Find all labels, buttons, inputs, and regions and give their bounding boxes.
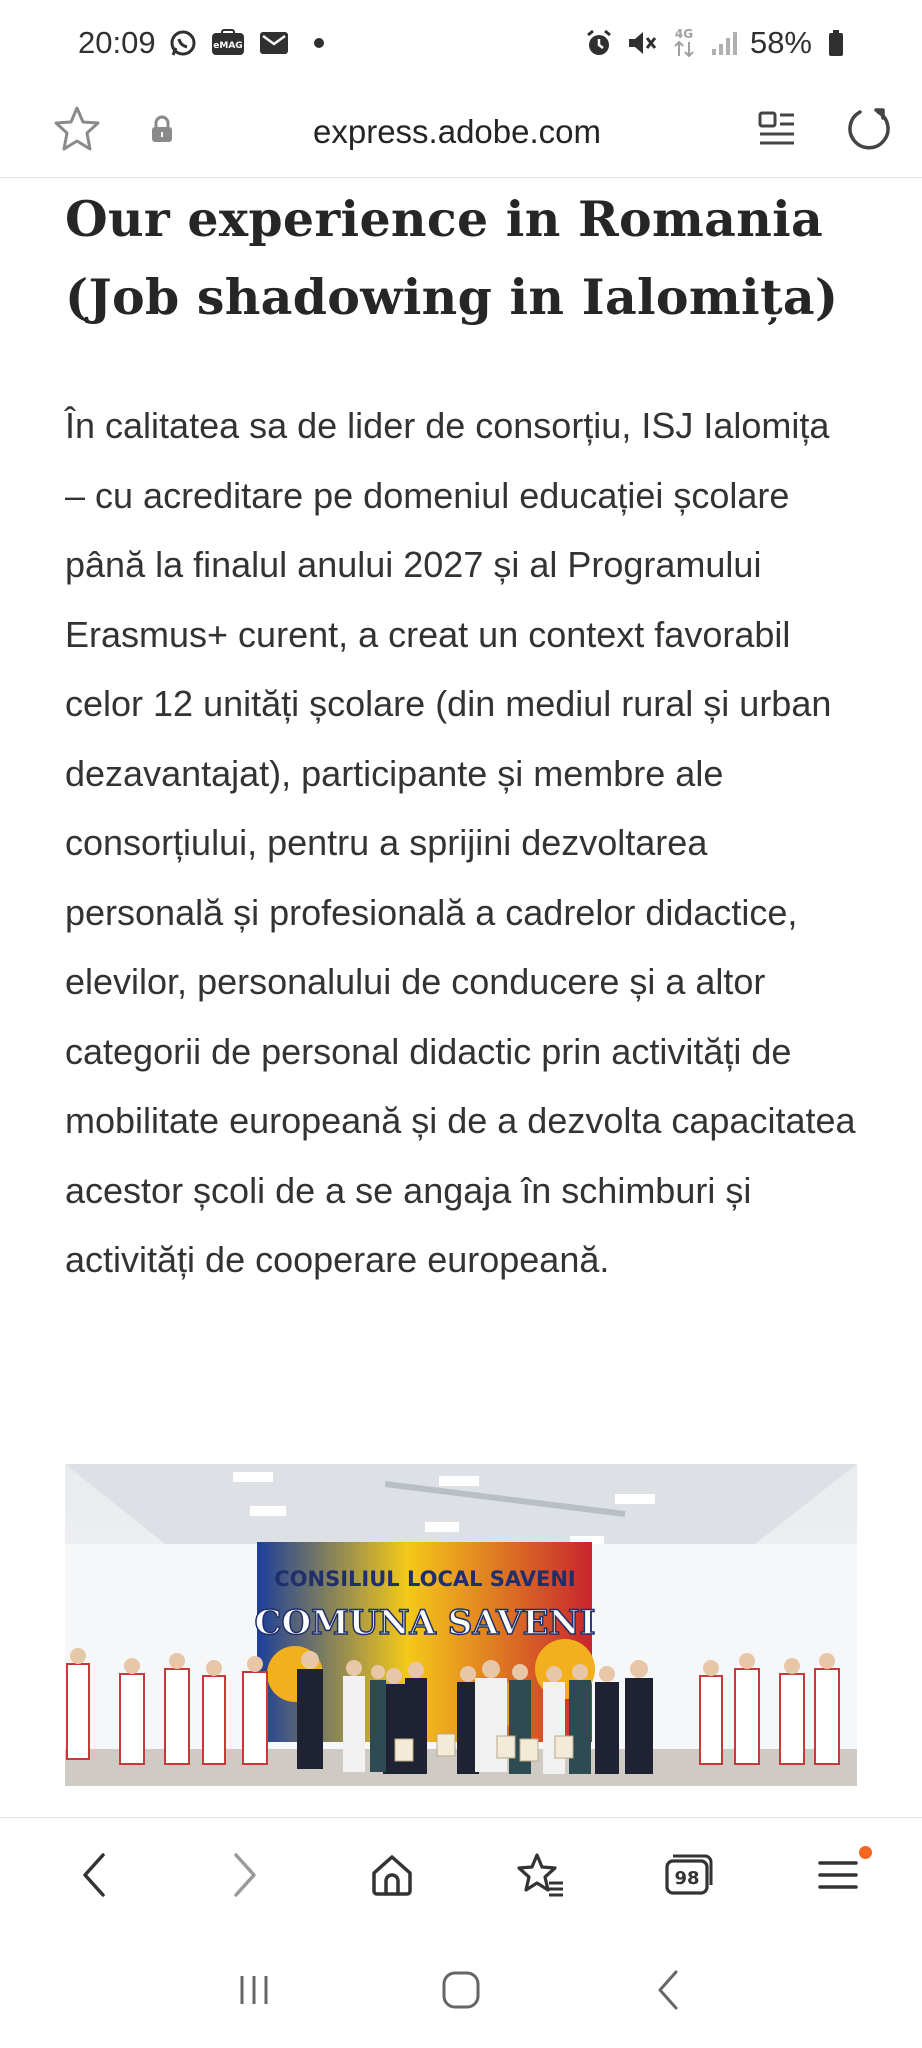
mail-icon — [258, 28, 290, 58]
menu-icon — [816, 1855, 860, 1900]
svg-text:eMAG: eMAG — [212, 41, 243, 51]
recent-apps-button[interactable] — [214, 1953, 294, 2033]
address-bar — [0, 86, 922, 178]
system-back-button[interactable] — [628, 1953, 708, 2033]
banner-main-text: COMUNA SAVENI — [254, 1603, 596, 1643]
reload-icon[interactable] — [846, 106, 892, 157]
whatsapp-icon — [168, 28, 198, 58]
lock-icon — [150, 114, 174, 149]
ceiling-light — [439, 1476, 479, 1486]
ceiling-light — [250, 1506, 286, 1516]
notification-dot-icon — [314, 38, 324, 48]
tabs-icon — [663, 1851, 715, 1904]
status-left — [78, 25, 324, 61]
svg-text:4G: 4G — [674, 27, 694, 41]
recent-apps-icon — [234, 1970, 274, 2015]
home-icon — [368, 1851, 416, 1904]
clock: 20:09 — [78, 25, 156, 60]
article-paragraph: În calitatea sa de lider de consorțiu, ISJ Ialomița – cu acreditare pe domeniul educației școlare până la finalul anului 2027 și al Programului Erasmus+ curent, a creat un context favorabil celor 12 unități școlare (din mediul rural și urban dezavantajat), participante și membre ale consorțiului, pentru a sprijini dezvoltarea personală și profesională a cadrelor didactice, elevilor, personalului de conducere și a altor categorii de personal didactic prin activități de mobilitate europeană și de a dezvolta capacitatea acestor școli de a se angaja în schimburi și activități de cooperare europeană. — [65, 405, 856, 1280]
page-content — [65, 178, 857, 1295]
address-left — [52, 105, 174, 158]
mute-icon — [626, 28, 658, 58]
home-button[interactable] — [352, 1838, 432, 1918]
ceiling-light — [425, 1522, 459, 1532]
signal-icon — [710, 29, 738, 57]
system-nav-bar — [0, 1937, 922, 2048]
status-bar — [0, 0, 922, 86]
emag-icon — [210, 28, 246, 58]
url-text[interactable]: express.adobe.com — [313, 112, 601, 150]
ceiling-light — [615, 1494, 655, 1504]
banner-top-text: CONSILIUL LOCAL SAVENI — [274, 1567, 576, 1591]
address-right — [758, 106, 892, 157]
bookmarks-button[interactable] — [501, 1838, 581, 1918]
tabs-count: 98 — [674, 1868, 700, 1889]
data-arrows-icon — [670, 26, 698, 60]
reader-mode-icon[interactable] — [758, 110, 796, 153]
page-title: Our experience in Romania (Job shadowing in Ialomița) — [65, 190, 839, 326]
back-button[interactable] — [55, 1838, 135, 1918]
menu-notification-badge — [859, 1846, 872, 1859]
battery-percent: 58% — [749, 25, 812, 60]
star-icon[interactable] — [52, 105, 102, 158]
forward-icon — [224, 1851, 264, 1904]
home-button-icon — [439, 1968, 483, 2017]
home-button-system[interactable] — [421, 1953, 501, 2033]
battery-icon — [828, 29, 844, 57]
forward-button[interactable] — [204, 1838, 284, 1918]
bookmarks-icon — [515, 1851, 567, 1904]
system-back-icon — [650, 1968, 686, 2017]
alarm-icon — [584, 28, 614, 58]
browser-bottom-nav — [0, 1817, 922, 1937]
menu-button[interactable] — [798, 1838, 878, 1918]
status-right — [584, 25, 844, 61]
article-photo — [65, 1464, 857, 1786]
tabs-button[interactable] — [649, 1838, 729, 1918]
ceiling-light — [233, 1472, 273, 1482]
back-icon — [75, 1851, 115, 1904]
